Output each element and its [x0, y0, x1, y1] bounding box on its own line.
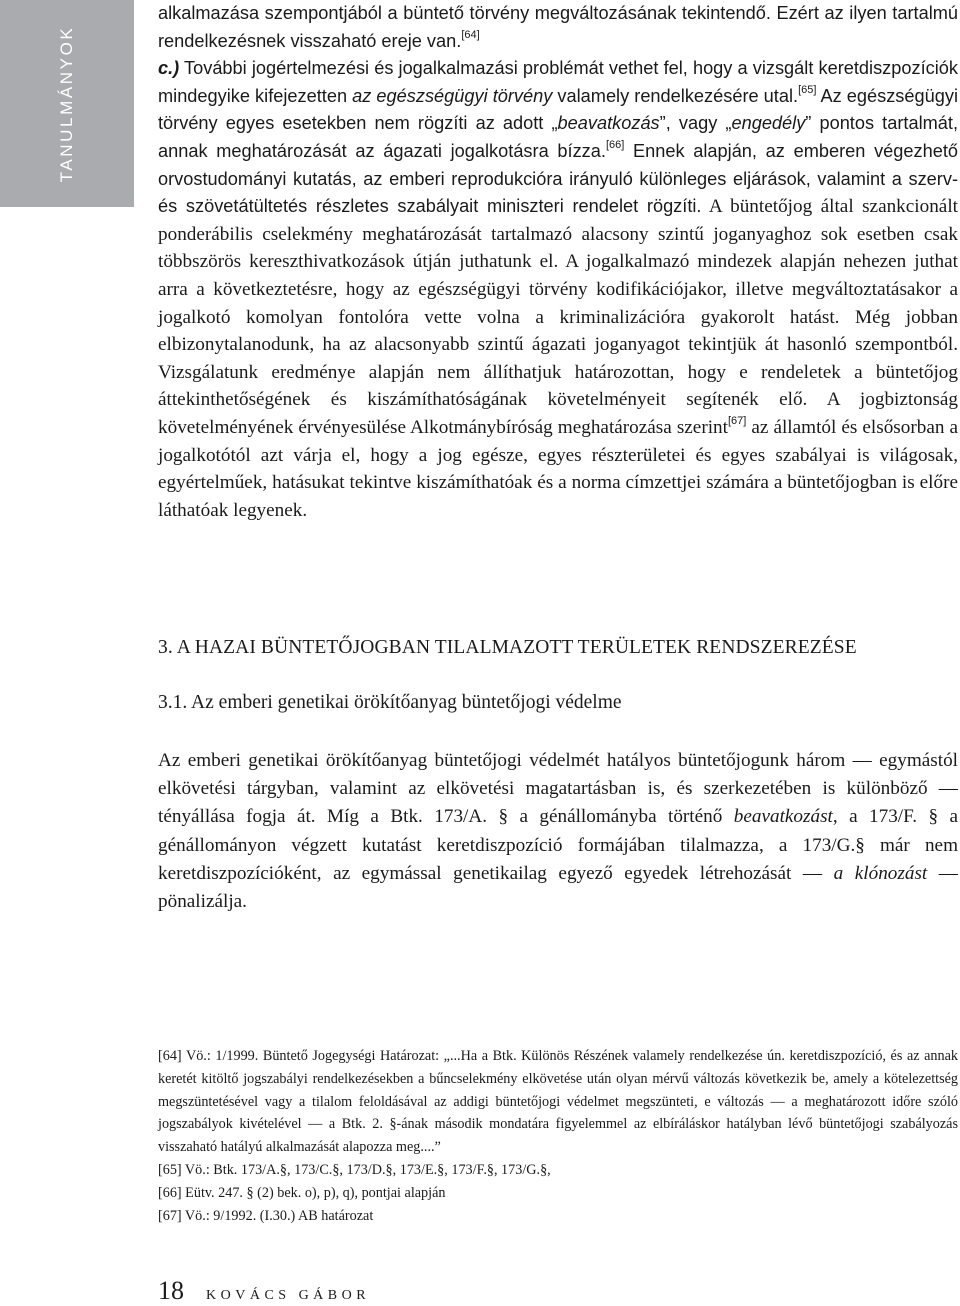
- text-segment: Ennek alapján, az emberen végezhető orvostudományi kutatás, az emberi reprodukcióra irányuló különleges eljárások, valamint a szerv- és szövetátültetés részletes szabályait miniszteri rendelet rögzíti.: [158, 140, 958, 217]
- footnote-67: [67] Vö.: 9/1992. (I.30.) AB határozat: [158, 1207, 374, 1224]
- text-segment: — pönalizálja.: [158, 862, 958, 913]
- emphasis-text: az egészségügyi törvény: [352, 85, 553, 106]
- paragraph-genetic-protection: [158, 747, 958, 916]
- main-text: [158, 0, 958, 524]
- footnote-65: [65] Vö.: Btk. 173/A.§, 173/C.§, 173/D.§, 173/E.§, 173/F.§, 173/G.§,: [158, 1161, 551, 1178]
- footnote-ref-66[interactable]: [66]: [605, 138, 625, 151]
- page-number: 18: [158, 1276, 184, 1305]
- paragraph-legal-interpretation: [158, 0, 958, 524]
- text-segment: ” pontos tartalmát, annak meghatározását az ágazati jogalkotásra bízza.: [158, 113, 958, 161]
- emphasis-text: beavatkozás: [557, 113, 660, 134]
- footnote-ref-65[interactable]: [65]: [798, 83, 817, 96]
- text-segment: valamely rendelkezésére utal.: [552, 85, 799, 106]
- list-item-label: c.): [158, 58, 180, 79]
- footnote-ref-67[interactable]: [67]: [727, 414, 747, 427]
- section-heading: 3. A HAZAI BÜNTETŐJOGBAN TILALMAZOTT TERÜLETEK RENDSZEREZÉSE: [158, 637, 857, 658]
- text-segment: További jogértelmezési és jogalkalmazási problémát vethet fel, hogy a vizsgált keretdiszpozíciók mindegyike kifejezetten: [158, 58, 958, 106]
- text-segment: az államtól és elsősorban a jogalkotótól azt várja el, hogy a jog egésze, egyes részterületei és egyes szabályai is világosak, egyértelműek, hatásukat tekintve kiszámíthatóak és a norma címzettjei számára a büntetőjogban is előre láthatóak legyenek.: [158, 416, 958, 521]
- emphasis-text: beavatkozást: [733, 806, 833, 828]
- section-tab-label: TANULMÁNYOK: [57, 25, 76, 183]
- footnote-64: [64] Vö.: 1/1999. Büntető Jogegységi Határozat: „...Ha a Btk. Különös Részének valamely rendelkezése ún. keretdiszpozíció, és az annak keretét kitöltő jogszabályi rendelkezésekben a bűncselekmény elkövetése után olyan mérvű változás következik be, amely a kötelezettség megszüntetésével vagy a tilalom feloldásával az addigi büntetőjogi védelmet megszünteti, e változás — a meghatározott időre szóló jogszabályok kivételével — a Btk. 2. §-ának második mondatára figyelemmel az elbíráláskor hatályban lévő büntetőjogi szabályozás visszaható hatályú alkalmazását alapozza meg....”: [158, 1048, 958, 1156]
- text-segment: Az egészségügyi törvény egyes esetekben nem rögzíti az adott „: [158, 85, 958, 134]
- text-segment: ”, vagy „: [659, 113, 732, 134]
- footnote-ref-64[interactable]: [64]: [461, 28, 480, 41]
- footnotes: [158, 1045, 958, 1227]
- footnote-66: [66] Eütv. 247. § (2) bek. o), p), q), pontjai alapján: [158, 1184, 446, 1201]
- text-segment: , a 173/F. § a génállományon végzett kutatást keretdiszpozíció formájában tilalmazza, a 173/G.§ már nem keretdiszpozícióként, az egymással genetikailag egyező egyedek létrehozását —: [158, 806, 958, 884]
- text-segment: alkalmazása szempontjából a büntető törvény megváltozásának tekintendő. Ezért az ilyen tartalmú rendelkezésnek visszaható ereje van.: [158, 3, 958, 51]
- text-segment: Az emberi genetikai örökítőanyag büntetőjogi védelmét hatályos büntetőjogunk három — egymástól elkövetési tárgyban, valamint az elkövetési magatartásban is, és szerkezetében is különböző — tényállása fogja át. Míg a Btk. 173/A. § a génállományba történő: [158, 750, 958, 828]
- section-tab: [0, 0, 134, 207]
- emphasis-text: engedély: [731, 113, 806, 134]
- emphasis-text: a klónozást: [833, 862, 928, 884]
- subsection-heading: 3.1. Az emberi genetikai örökítőanyag büntetőjogi védelme: [158, 692, 622, 713]
- text-segment: A büntetőjog által szankcionált ponderábilis cselekmény meghatározását tartalmazó alacsony szintű joganyaghoz sok esetben csak többszörös kereszthivatkozások útján juthatunk el. A jogalkalmazó mindezek alapján nehezen juthat arra a következtetésre, hogy az egészségügyi törvény kodifikációjakor, illetve megváltoztatásakor a jogalkotó komolyan fontolóra vette volna a kriminalizációra gyakorolt hatást. Még jobban elbizonytalanodunk, ha az alacsonyabb szintű ágazati joganyagot tekintjük át hasonló szempontból. Vizsgálatunk eredménye alapján nem állíthatjuk határozottan, hogy e rendeletek a büntetőjog áttekinthetőségének és kiszámíthatóságának követelményeit segítenék elő. A jogbiztonság követelményének érvényesülése Alkotmánybíróság meghatározása szerint: [158, 196, 958, 438]
- author-name: KOVÁCS GÁBOR: [206, 1288, 371, 1303]
